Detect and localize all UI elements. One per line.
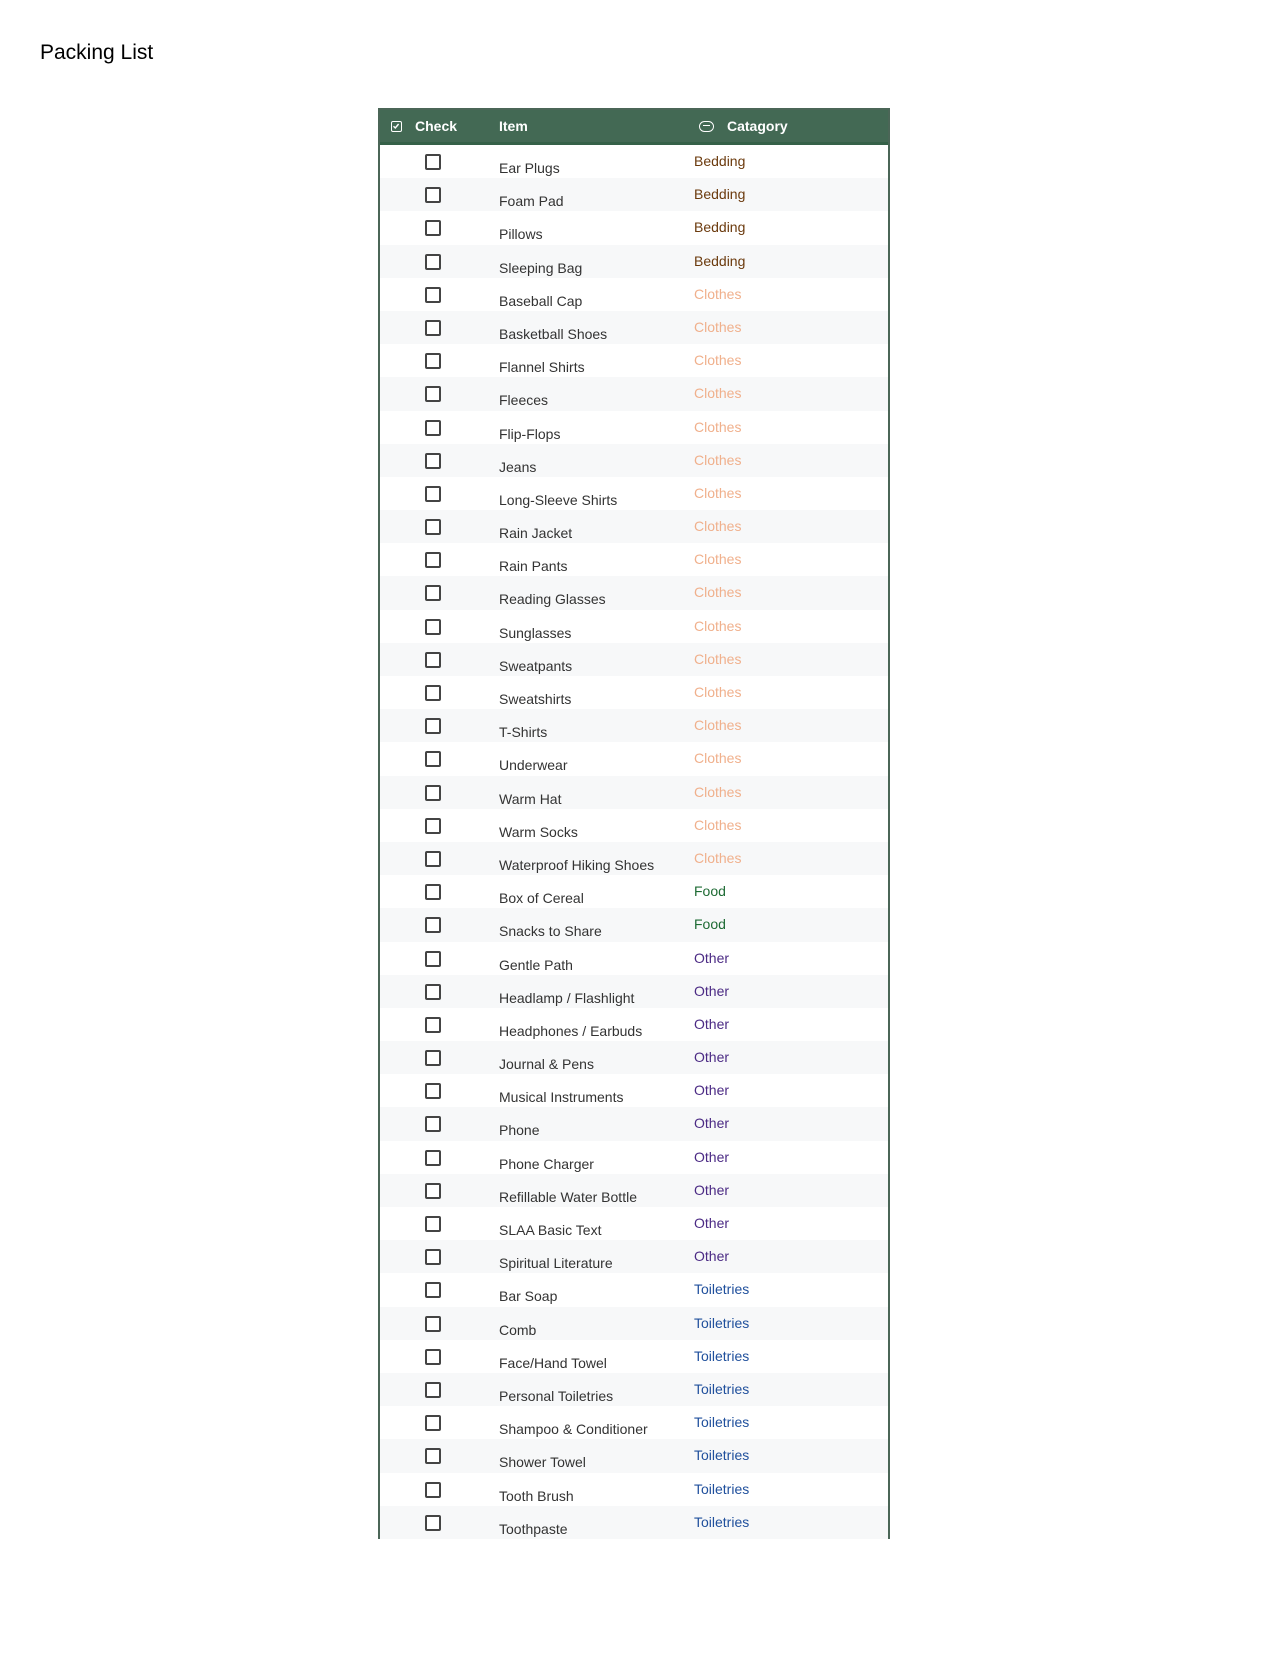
row-checkbox[interactable] [425, 1083, 441, 1099]
row-checkbox[interactable] [425, 1183, 441, 1199]
table-row [380, 1207, 888, 1240]
table-row [380, 543, 888, 576]
item-name[interactable]: Long-Sleeve Shirts [499, 491, 618, 508]
row-checkbox[interactable] [425, 187, 441, 203]
row-checkbox[interactable] [425, 951, 441, 967]
item-name[interactable]: Headlamp / Flashlight [499, 989, 635, 1006]
row-checkbox[interactable] [425, 1050, 441, 1066]
category-chip[interactable]: Clothes [694, 318, 742, 335]
row-checkbox[interactable] [425, 851, 441, 867]
category-chip[interactable]: Clothes [694, 750, 742, 767]
category-chip[interactable]: Toiletries [694, 1380, 750, 1397]
row-checkbox[interactable] [425, 386, 441, 402]
row-checkbox[interactable] [425, 1448, 441, 1464]
row-checkbox[interactable] [425, 984, 441, 1000]
category-chip[interactable]: Clothes [694, 584, 742, 601]
category-chip[interactable]: Toiletries [694, 1347, 750, 1364]
row-checkbox[interactable] [425, 1216, 441, 1232]
table-row [380, 1074, 888, 1107]
item-name[interactable]: Sweatpants [499, 657, 573, 674]
category-chip[interactable]: Toiletries [694, 1480, 750, 1497]
checkbox-column-icon [391, 121, 402, 132]
item-name[interactable]: Warm Socks [499, 823, 578, 840]
category-chip[interactable]: Toiletries [694, 1447, 750, 1464]
category-chip[interactable]: Clothes [694, 385, 742, 402]
row-checkbox[interactable] [425, 785, 441, 801]
table-row [380, 875, 888, 908]
table-row [380, 311, 888, 344]
row-checkbox[interactable] [425, 287, 441, 303]
row-checkbox[interactable] [425, 1415, 441, 1431]
row-checkbox[interactable] [425, 685, 441, 701]
category-chip[interactable]: Other [694, 1082, 730, 1099]
table-row [380, 908, 888, 941]
row-checkbox[interactable] [425, 1482, 441, 1498]
category-chip[interactable]: Clothes [694, 650, 742, 667]
category-chip[interactable]: Clothes [694, 285, 742, 302]
item-name[interactable]: Jeans [499, 458, 537, 475]
category-chip[interactable]: Bedding [694, 186, 746, 203]
row-checkbox[interactable] [425, 917, 441, 933]
table-row [380, 809, 888, 842]
row-checkbox[interactable] [425, 1316, 441, 1332]
category-chip[interactable]: Other [694, 1215, 730, 1231]
table-row [380, 1506, 888, 1539]
row-checkbox[interactable] [425, 453, 441, 469]
row-checkbox[interactable] [425, 585, 441, 601]
row-checkbox[interactable] [425, 320, 441, 336]
category-chip[interactable]: Clothes [694, 783, 742, 800]
table-row [380, 1473, 888, 1506]
table-row [380, 1340, 888, 1373]
item-name[interactable]: Bar Soap [499, 1288, 558, 1305]
row-checkbox[interactable] [425, 1116, 441, 1132]
item-name[interactable]: Sweatshirts [499, 691, 572, 707]
category-chip[interactable]: Clothes [694, 418, 742, 435]
category-chip[interactable]: Other [694, 1115, 730, 1132]
table-row [380, 444, 888, 477]
item-name[interactable]: Basketball Shoes [499, 325, 608, 342]
item-name[interactable]: Foam Pad [499, 193, 564, 210]
category-chip[interactable]: Clothes [694, 352, 742, 369]
item-name[interactable]: Phone [499, 1122, 540, 1139]
item-name[interactable]: T-Shirts [499, 724, 548, 741]
item-name[interactable]: Underwear [499, 757, 568, 774]
item-name[interactable]: Personal Toiletries [499, 1387, 614, 1404]
item-name[interactable]: SLAA Basic Text [499, 1222, 602, 1238]
category-chip[interactable]: Clothes [694, 484, 742, 501]
table-row [380, 842, 888, 875]
table-row [380, 610, 888, 643]
table-row [380, 1240, 888, 1273]
row-checkbox[interactable] [425, 1349, 441, 1365]
table-row [380, 1273, 888, 1306]
item-name[interactable]: Flannel Shirts [499, 359, 585, 376]
category-chip[interactable]: Other [694, 949, 730, 966]
table-row [380, 477, 888, 510]
table-row [380, 975, 888, 1008]
table-row [380, 377, 888, 410]
category-chip[interactable]: Clothes [694, 717, 742, 734]
item-name[interactable]: Comb [499, 1321, 537, 1338]
table-row [380, 1041, 888, 1074]
item-name[interactable]: Rain Pants [499, 558, 568, 575]
table-row [380, 145, 888, 178]
item-name[interactable]: Sunglasses [499, 624, 572, 641]
item-name[interactable]: Sleeping Bag [499, 259, 583, 276]
header-check-label: Check [415, 118, 458, 134]
row-checkbox[interactable] [425, 1249, 441, 1265]
row-checkbox[interactable] [425, 154, 441, 170]
row-checkbox[interactable] [425, 818, 441, 834]
table-body [380, 145, 888, 1539]
table-row [380, 1373, 888, 1406]
table-row [380, 1307, 888, 1340]
item-name[interactable]: Pillows [499, 226, 543, 243]
category-chip[interactable]: Other [694, 1049, 730, 1066]
category-chip[interactable]: Food [694, 916, 726, 933]
row-checkbox[interactable] [425, 1382, 441, 1398]
packing-list-table [378, 108, 890, 1539]
item-name[interactable]: Journal & Pens [499, 1056, 594, 1073]
row-checkbox[interactable] [425, 254, 441, 270]
row-checkbox[interactable] [425, 1150, 441, 1166]
category-chip[interactable]: Bedding [694, 219, 746, 236]
category-chip[interactable]: Clothes [694, 551, 742, 568]
row-checkbox[interactable] [425, 1017, 441, 1033]
row-checkbox[interactable] [425, 519, 441, 535]
category-chip[interactable]: Toiletries [694, 1513, 750, 1530]
category-chip[interactable]: Clothes [694, 617, 742, 634]
item-name[interactable]: Fleeces [499, 392, 549, 409]
table-row [380, 709, 888, 742]
header-item[interactable] [499, 110, 528, 142]
row-checkbox[interactable] [425, 420, 441, 436]
item-name[interactable]: Waterproof Hiking Shoes [499, 856, 655, 873]
row-checkbox[interactable] [425, 353, 441, 369]
row-checkbox[interactable] [425, 718, 441, 734]
item-name[interactable]: Shower Towel [499, 1454, 586, 1471]
item-name[interactable]: Refillable Water Bottle [499, 1188, 637, 1205]
item-name[interactable]: Face/Hand Towel [499, 1354, 607, 1371]
item-name[interactable]: Baseball Cap [499, 292, 583, 309]
row-checkbox[interactable] [425, 1282, 441, 1298]
item-name[interactable]: Box of Cereal [499, 890, 584, 907]
table-row [380, 643, 888, 676]
header-check[interactable] [391, 110, 457, 142]
category-chip[interactable]: Bedding [694, 252, 746, 269]
category-chip[interactable]: Clothes [694, 684, 742, 700]
table-row [380, 1107, 888, 1140]
item-name[interactable]: Ear Plugs [499, 160, 560, 176]
header-category[interactable] [699, 110, 788, 142]
item-name[interactable]: Tooth Brush [499, 1487, 574, 1504]
category-chip[interactable]: Other [694, 1181, 730, 1198]
row-checkbox[interactable] [425, 220, 441, 236]
row-checkbox[interactable] [425, 552, 441, 568]
table-row [380, 278, 888, 311]
item-name[interactable]: Snacks to Share [499, 923, 602, 940]
table-row [380, 178, 888, 211]
table-row [380, 344, 888, 377]
item-name[interactable]: Rain Jacket [499, 525, 573, 542]
table-row [380, 1141, 888, 1174]
category-chip[interactable]: Other [694, 1015, 730, 1032]
row-checkbox[interactable] [425, 1515, 441, 1531]
item-name[interactable]: Toothpaste [499, 1520, 568, 1537]
category-chip[interactable]: Clothes [694, 816, 742, 833]
table-row [380, 245, 888, 278]
row-checkbox[interactable] [425, 884, 441, 900]
item-name[interactable]: Warm Hat [499, 790, 562, 807]
item-name[interactable]: Phone Charger [499, 1155, 594, 1172]
category-chip[interactable]: Clothes [694, 518, 742, 535]
row-checkbox[interactable] [425, 619, 441, 635]
table-row [380, 676, 888, 709]
category-chip[interactable]: Other [694, 1148, 730, 1165]
table-row [380, 510, 888, 543]
table-row [380, 776, 888, 809]
table-row [380, 1008, 888, 1041]
table-row [380, 211, 888, 244]
category-chip[interactable]: Bedding [694, 153, 746, 169]
table-row [380, 411, 888, 444]
category-chip[interactable]: Toiletries [694, 1281, 750, 1298]
category-chip[interactable]: Clothes [694, 451, 742, 468]
table-row [380, 942, 888, 975]
category-chip[interactable]: Toiletries [694, 1414, 750, 1431]
category-chip[interactable]: Toiletries [694, 1314, 750, 1331]
header-item-label: Item [499, 118, 528, 134]
category-chip[interactable]: Clothes [694, 849, 742, 866]
item-name[interactable]: Shampoo & Conditioner [499, 1421, 648, 1438]
item-name[interactable]: Headphones / Earbuds [499, 1022, 643, 1039]
page-title: Packing List [40, 41, 154, 64]
row-checkbox[interactable] [425, 652, 441, 668]
table-header [380, 110, 888, 142]
row-checkbox[interactable] [425, 486, 441, 502]
category-chip[interactable]: Food [694, 883, 726, 900]
item-name[interactable]: Spiritual Literature [499, 1255, 613, 1272]
table-row [380, 1406, 888, 1439]
dropdown-chip-column-icon [699, 121, 714, 132]
table-row [380, 742, 888, 775]
row-checkbox[interactable] [425, 751, 441, 767]
item-name[interactable]: Flip-Flops [499, 425, 561, 442]
table-row [380, 1439, 888, 1472]
header-category-label: Catagory [727, 118, 788, 134]
category-chip[interactable]: Other [694, 982, 730, 999]
table-row [380, 1174, 888, 1207]
item-name[interactable]: Reading Glasses [499, 591, 606, 608]
table-row [380, 576, 888, 609]
item-name[interactable]: Musical Instruments [499, 1089, 624, 1106]
item-name[interactable]: Gentle Path [499, 956, 573, 973]
category-chip[interactable]: Other [694, 1248, 730, 1265]
